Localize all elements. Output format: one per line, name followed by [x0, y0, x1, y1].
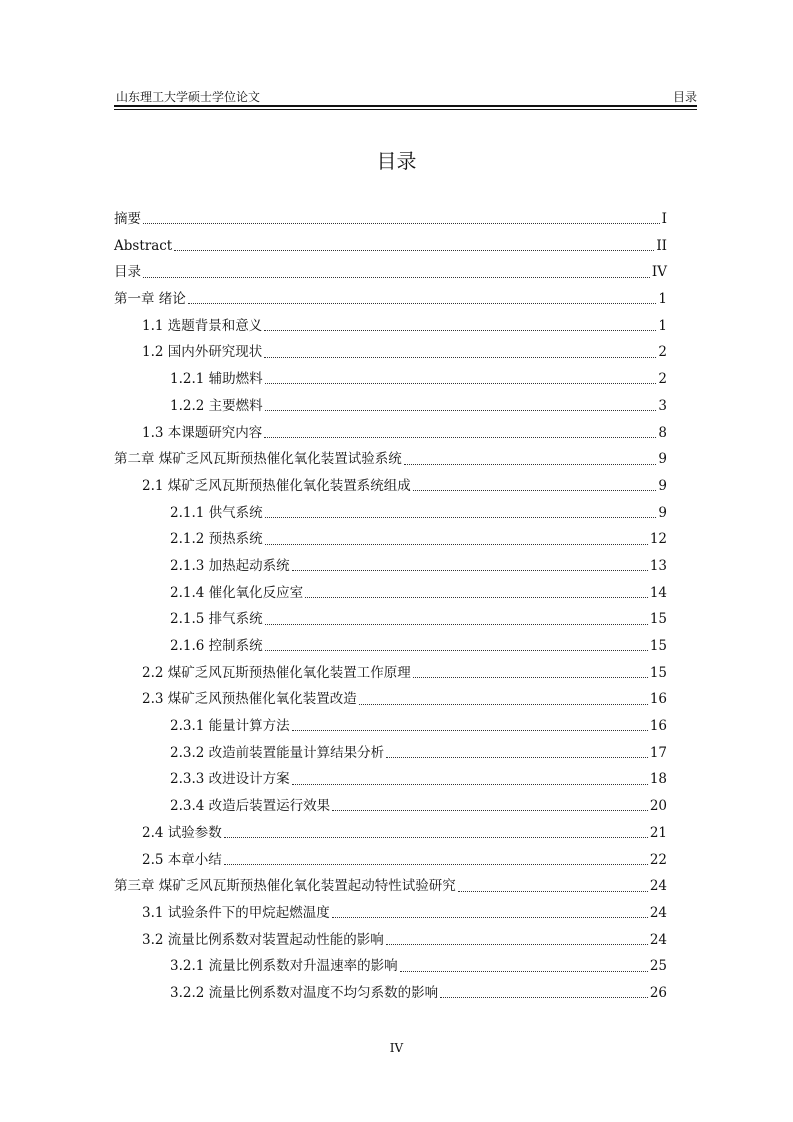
- toc-entry-label: 3.2 流量比例系数对装置起动性能的影响: [142, 931, 384, 948]
- toc-entry-label: 2.3.4 改造后装置运行效果: [170, 798, 331, 815]
- toc-entry-label: 2.3 煤矿乏风预热催化氧化装置改造: [142, 691, 357, 708]
- toc-entry-label: 2.1 煤矿乏风瓦斯预热催化氧化装置系统组成: [142, 477, 411, 494]
- toc-entry-label: 2.1.5 排气系统: [170, 611, 263, 628]
- toc-entry-label: 第一章 绪论: [114, 291, 186, 308]
- toc-entry-label: 1.3 本课题研究内容: [142, 424, 263, 441]
- toc-leader-dots: [265, 409, 657, 411]
- toc-entry-label: 第二章 煤矿乏风瓦斯预热催化氧化装置试验系统: [114, 451, 402, 468]
- toc-leader-dots: [143, 222, 660, 224]
- toc-entry-label: 2.1.6 控制系统: [170, 638, 263, 654]
- toc-entry[interactable]: [114, 500, 667, 527]
- toc-entry-label: 2.3.3 改进设计方案: [170, 771, 290, 788]
- toc-entry-label: 摘要: [114, 211, 141, 227]
- toc-entry-page: 16: [649, 691, 667, 708]
- toc-entry-label: 3.2.2 流量比例系数对温度不均匀系数的影响: [170, 984, 439, 1001]
- toc-entry-label: 2.1.1 供气系统: [170, 504, 263, 521]
- toc-entry-page: 14: [649, 584, 667, 601]
- toc-leader-dots: [224, 836, 648, 838]
- toc-entry[interactable]: [114, 927, 667, 954]
- toc-entry-page: 12: [649, 531, 667, 548]
- toc-entry-page: 9: [658, 504, 667, 521]
- toc-leader-dots: [440, 996, 648, 998]
- toc-entry[interactable]: [114, 847, 667, 874]
- toc-entry-page: 24: [649, 904, 667, 921]
- toc-entry-label: 1.2.1 辅助燃料: [170, 371, 263, 388]
- toc-leader-dots: [143, 276, 650, 278]
- toc-entry-page: 15: [649, 664, 667, 681]
- header-rule-thick: [114, 105, 697, 107]
- toc-entry[interactable]: [114, 900, 667, 927]
- toc-entry-page: IV: [651, 264, 667, 281]
- toc-leader-dots: [292, 569, 648, 571]
- toc-leader-dots: [400, 970, 648, 972]
- toc-entry-label: 目录: [114, 264, 141, 281]
- toc-entry-label: 2.4 试验参数: [142, 824, 222, 841]
- toc-leader-dots: [264, 329, 656, 331]
- toc-entry-label: 1.2.2 主要燃料: [170, 397, 263, 414]
- toc-leader-dots: [264, 356, 656, 358]
- toc-entry-page: 9: [658, 451, 667, 468]
- table-of-contents: [114, 206, 667, 1007]
- toc-entry-page: II: [656, 237, 667, 254]
- toc-entry-label: 3.2.1 流量比例系数对升温速率的影响: [170, 958, 398, 975]
- toc-leader-dots: [265, 623, 648, 625]
- toc-entry-page: 3: [658, 397, 667, 414]
- header-rule-thin: [114, 109, 697, 110]
- toc-entry-label: 2.1.3 加热起动系统: [170, 557, 290, 574]
- toc-entry[interactable]: [114, 420, 667, 447]
- toc-entry-page: 18: [649, 771, 667, 788]
- toc-entry-label: Abstract: [114, 237, 173, 254]
- toc-entry-page: 16: [649, 718, 667, 735]
- toc-entry[interactable]: [114, 633, 667, 660]
- toc-entry[interactable]: [114, 233, 667, 260]
- toc-entry[interactable]: [114, 446, 667, 473]
- toc-entry-label: 2.5 本章小结: [142, 851, 222, 868]
- toc-entry-page: 15: [649, 611, 667, 628]
- toc-entry-page: 24: [649, 931, 667, 948]
- toc-leader-dots: [292, 729, 648, 731]
- toc-leader-dots: [265, 516, 657, 518]
- toc-entry[interactable]: [114, 793, 667, 820]
- toc-entry[interactable]: [114, 366, 667, 393]
- toc-leader-dots: [413, 676, 648, 678]
- toc-entry-page: 1: [658, 291, 667, 308]
- toc-entry[interactable]: [114, 313, 667, 340]
- toc-entry-page: 25: [649, 958, 667, 975]
- toc-entry[interactable]: [114, 766, 667, 793]
- toc-leader-dots: [359, 703, 648, 705]
- toc-entry-label: 2.1.2 预热系统: [170, 531, 263, 548]
- toc-entry[interactable]: [114, 473, 667, 500]
- toc-entry-page: 2: [658, 344, 667, 361]
- toc-entry-page: 9: [658, 477, 667, 494]
- toc-leader-dots: [305, 596, 648, 598]
- toc-entry-page: 24: [649, 878, 667, 895]
- toc-leader-dots: [174, 249, 654, 251]
- toc-entry-page: 2: [658, 371, 667, 388]
- toc-leader-dots: [332, 809, 648, 811]
- toc-entry[interactable]: [114, 206, 667, 233]
- toc-entry-page: 21: [649, 824, 667, 841]
- toc-entry[interactable]: [114, 393, 667, 420]
- toc-leader-dots: [265, 649, 648, 651]
- toc-entry-page: 1: [658, 317, 667, 334]
- toc-leader-dots: [188, 302, 657, 304]
- toc-entry-page: 15: [649, 638, 667, 654]
- toc-entry-label: 1.2 国内外研究现状: [142, 344, 263, 361]
- toc-entry[interactable]: [114, 980, 667, 1007]
- toc-entry-page: 8: [658, 424, 667, 441]
- toc-entry-page: 26: [649, 984, 667, 1001]
- page-title: 目录: [376, 149, 417, 173]
- toc-entry[interactable]: [114, 953, 667, 980]
- toc-entry-page: 20: [649, 798, 667, 815]
- toc-entry-page: 17: [649, 744, 667, 761]
- toc-entry[interactable]: [114, 606, 667, 633]
- toc-entry[interactable]: [114, 660, 667, 687]
- toc-entry[interactable]: [114, 740, 667, 767]
- toc-entry[interactable]: [114, 286, 667, 313]
- toc-entry[interactable]: [114, 873, 667, 900]
- toc-leader-dots: [264, 436, 656, 438]
- toc-entry-label: 3.1 试验条件下的甲烷起燃温度: [142, 904, 330, 921]
- toc-entry-label: 2.2 煤矿乏风瓦斯预热催化氧化装置工作原理: [142, 664, 411, 681]
- toc-leader-dots: [265, 382, 657, 384]
- toc-entry-page: 13: [649, 557, 667, 574]
- toc-leader-dots: [224, 863, 648, 865]
- toc-entry-page: 22: [649, 851, 667, 868]
- toc-entry[interactable]: [114, 259, 667, 286]
- toc-entry-page: I: [661, 211, 667, 227]
- toc-leader-dots: [386, 756, 648, 758]
- toc-leader-dots: [386, 943, 648, 945]
- page-number: IV: [389, 1041, 404, 1055]
- running-header-title: 山东理工大学硕士学位论文: [116, 90, 261, 104]
- toc-leader-dots: [265, 543, 648, 545]
- toc-entry[interactable]: [114, 580, 667, 607]
- running-header-section: 目录: [672, 90, 697, 104]
- toc-entry-label: 1.1 选题背景和意义: [142, 317, 263, 334]
- toc-entry[interactable]: [114, 526, 667, 553]
- toc-leader-dots: [332, 916, 648, 918]
- toc-leader-dots: [458, 890, 648, 892]
- toc-entry-label: 2.3.2 改造前装置能量计算结果分析: [170, 744, 385, 761]
- toc-entry[interactable]: [114, 339, 667, 366]
- toc-entry-label: 2.1.4 催化氧化反应室: [170, 584, 304, 601]
- toc-entry[interactable]: [114, 553, 667, 580]
- toc-leader-dots: [413, 489, 657, 491]
- toc-leader-dots: [292, 783, 648, 785]
- toc-entry-label: 第三章 煤矿乏风瓦斯预热催化氧化装置起动特性试验研究: [114, 878, 456, 895]
- toc-entry[interactable]: [114, 820, 667, 847]
- toc-entry[interactable]: [114, 686, 667, 713]
- toc-entry-label: 2.3.1 能量计算方法: [170, 718, 290, 735]
- toc-leader-dots: [404, 463, 657, 465]
- toc-entry[interactable]: [114, 713, 667, 740]
